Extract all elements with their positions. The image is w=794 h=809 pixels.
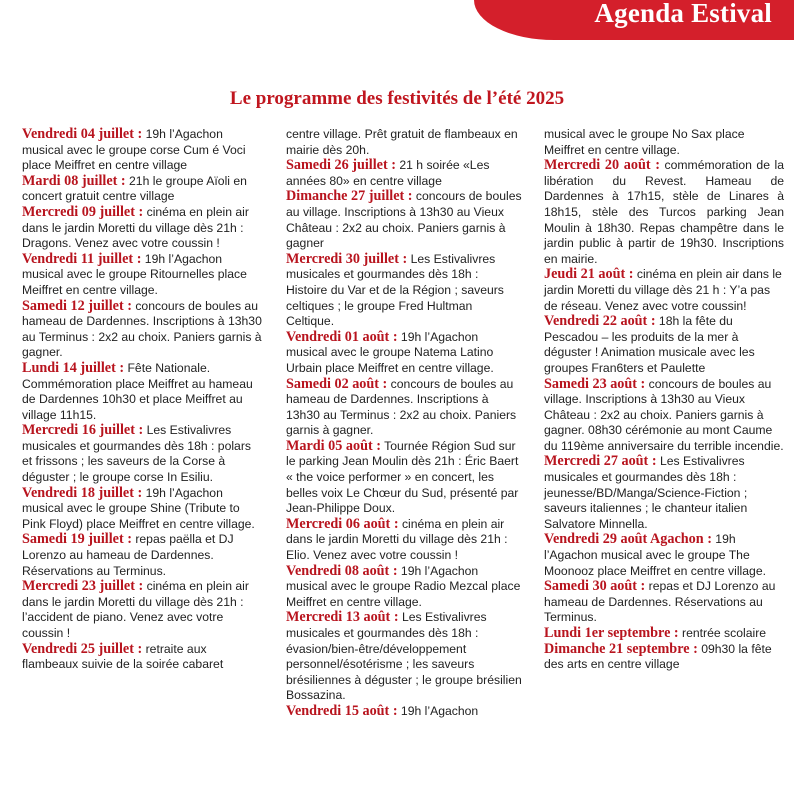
event-description: concours de boules au hameau de Dardennes. Inscriptions à 13h30 au Terminus : 2x2 au choix. Paniers garnis à gagner. bbox=[22, 298, 262, 360]
event-date: Mercredi 20 août : bbox=[544, 157, 660, 174]
agenda-column-2 bbox=[286, 127, 522, 720]
event-date: Mardi 05 août : bbox=[286, 437, 381, 454]
agenda-entry bbox=[544, 158, 784, 267]
agenda-entry bbox=[286, 252, 522, 330]
event-date: Vendredi 18 juillet : bbox=[22, 484, 143, 501]
event-description: Fête Nationale. Commémoration place Meiffret au hameau de Dardennes 10h30 et place Meiffret au village 11h15. bbox=[22, 360, 253, 422]
event-date: Vendredi 15 août : bbox=[286, 702, 398, 719]
agenda-entry bbox=[22, 361, 264, 423]
event-date: Vendredi 04 juillet : bbox=[22, 126, 143, 142]
agenda-entry bbox=[22, 299, 264, 361]
event-date: Dimanche 21 septembre : bbox=[544, 640, 698, 657]
event-description: centre village. Prêt gratuit de flambeaux en mairie dès 20h. bbox=[286, 127, 518, 157]
agenda-entry bbox=[286, 158, 522, 189]
event-description: 19h l’Agachon bbox=[397, 703, 479, 718]
event-date: Vendredi 29 août Agachon : bbox=[544, 531, 712, 548]
event-description: cinéma en plein air dans le jardin Moretti du village dès 21h : Elio. Venez avec votre coussin ! bbox=[286, 516, 508, 563]
agenda-entry bbox=[286, 127, 522, 158]
agenda-entry bbox=[544, 642, 784, 673]
agenda-entry bbox=[286, 704, 522, 720]
agenda-entry bbox=[286, 517, 522, 564]
agenda-entry bbox=[286, 439, 522, 517]
agenda-entry bbox=[286, 377, 522, 439]
event-date: Mercredi 30 juillet : bbox=[286, 250, 408, 267]
event-description: Les Estivalivres musicales et gourmandes dès 18h : évasion/bien-être/développement personnel/ésotérisme ; les saveurs brésiliennes à déguster ; le groupe brésilien Bossazina. bbox=[286, 610, 522, 703]
event-date: Mercredi 06 août : bbox=[286, 515, 399, 532]
event-date: Samedi 23 août : bbox=[544, 375, 646, 392]
event-date: Mercredi 27 août : bbox=[544, 453, 657, 470]
agenda-entry bbox=[22, 486, 264, 533]
event-description: 09h30 la fête des arts en centre village bbox=[544, 641, 772, 672]
event-description: musical avec le groupe No Sax place Meiffret en centre village. bbox=[544, 127, 745, 157]
agenda-entry bbox=[544, 579, 784, 626]
event-date: Vendredi 01 août : bbox=[286, 328, 398, 345]
event-description: 19h l’Agachon musical avec le groupe Shine (Tribute to Pink Floyd) place Meiffret en centre village. bbox=[22, 485, 255, 531]
agenda-columns bbox=[22, 126, 784, 720]
event-description: repas et DJ Lorenzo au hameau de Dardennes. Réservations au Terminus. bbox=[544, 579, 776, 625]
event-description: 19h l’Agachon musical avec le groupe Natema Latino Urbain place Meiffret en centre village. bbox=[286, 329, 494, 375]
agenda-column-1 bbox=[22, 127, 264, 720]
event-date: Vendredi 11 juillet : bbox=[22, 250, 142, 267]
agenda-entry bbox=[286, 564, 522, 611]
event-description: 21 h soirée «Les années 80» en centre village bbox=[286, 158, 490, 188]
event-description: rentrée scolaire bbox=[678, 626, 767, 640]
event-description: concours de boules au hameau de Dardennes. Inscriptions à 13h30 au Terminus : 2x2 au choix. Paniers garnis à gagner. bbox=[286, 376, 517, 438]
event-description: Tournée Région Sud sur le parking Jean Moulin dès 21h : Éric Baert « the voice performer » en concert, les belles voix Le Chœur du Sud, présenté par Jean-Philippe Doux. bbox=[286, 438, 519, 516]
agenda-entry bbox=[22, 127, 264, 174]
event-date: Vendredi 22 août : bbox=[544, 313, 656, 330]
agenda-entry bbox=[544, 454, 784, 532]
event-date: Samedi 26 juillet : bbox=[286, 157, 396, 174]
agenda-entry bbox=[544, 127, 784, 158]
event-date: Lundi 14 juillet : bbox=[22, 359, 125, 376]
event-description: cinéma en plein air dans le jardin Moretti du village dès 21 h : Y’a pas de réseau. Venez avec votre coussin! bbox=[544, 267, 782, 313]
agenda-column-3 bbox=[544, 127, 784, 720]
program-subtitle: Le programme des festivités de l’été 2025 bbox=[229, 88, 565, 109]
event-description: concours de boules au village. Inscriptions à 13h30 au Vieux Château : 2x2 au choix. Paniers garnis à gagner. 08h30 cérémonie au mont Caume du 119ème anniversaire du terrible incendie. bbox=[544, 376, 784, 453]
event-description: 21h le groupe Aïoli en concert gratuit centre village bbox=[22, 173, 247, 204]
event-description: cinéma en plein air dans le jardin Moretti du village dès 21h : l’accident de piano. Venez avec votre coussin ! bbox=[22, 579, 249, 640]
event-date: Samedi 12 juillet : bbox=[22, 297, 132, 314]
agenda-entry bbox=[22, 579, 264, 641]
event-date: Jeudi 21 août : bbox=[544, 266, 634, 283]
event-description: Les Estivalivres musicales et gourmandes dès 18h : polars et frissons ; les saveurs de la Corse à déguster ; le groupe corse In Esiliu. bbox=[22, 423, 251, 485]
agenda-entry bbox=[22, 532, 264, 579]
agenda-entry bbox=[22, 423, 264, 485]
event-date: Dimanche 27 juillet : bbox=[286, 188, 413, 205]
event-date: Samedi 02 août : bbox=[286, 375, 388, 392]
agenda-entry bbox=[544, 267, 784, 314]
event-description: Les Estivalivres musicales et gourmandes dès 18h : jeunesse/BD/Manga/Science-Fiction ; saveurs italiennes ; le chanteur italien Salvatore Minnella. bbox=[544, 454, 748, 531]
event-date: Samedi 30 août : bbox=[544, 578, 646, 595]
event-date: Vendredi 25 juillet : bbox=[22, 640, 143, 657]
event-date: Vendredi 08 août : bbox=[286, 562, 398, 579]
event-description: repas paëlla et DJ Lorenzo au hameau de Dardennes. Réservations au Terminus. bbox=[22, 532, 234, 578]
agenda-entry bbox=[22, 205, 264, 252]
event-description: Les Estivalivres musicales et gourmandes dès 18h : Histoire du Var et de la Région ; saveurs celtiques ; le groupe Fred Hultman Celtique. bbox=[286, 251, 504, 329]
event-description: cinéma en plein air dans le jardin Moretti du village dès 21h : Dragons. Venez avec votre coussin ! bbox=[22, 204, 249, 251]
agenda-entry bbox=[544, 626, 784, 642]
event-date: Lundi 1er septembre : bbox=[544, 625, 679, 641]
agenda-entry bbox=[22, 174, 264, 205]
event-description: concours de boules au village. Inscriptions à 13h30 au Vieux Château : 2x2 au choix. Paniers garnis à gagner bbox=[286, 189, 522, 251]
agenda-entry bbox=[544, 377, 784, 455]
agenda-entry bbox=[286, 189, 522, 251]
event-date: Mercredi 13 août : bbox=[286, 609, 399, 626]
event-description: 19h l’Agachon musical avec le groupe The Moonooz place Meiffret en centre village. bbox=[544, 532, 766, 578]
event-date: Mercredi 23 juillet : bbox=[22, 578, 144, 595]
agenda-entry bbox=[544, 314, 784, 376]
event-date: Mercredi 16 juillet : bbox=[22, 422, 144, 439]
event-description: 19h l’Agachon musical avec le groupe Radio Mezcal place Meiffret en centre village. bbox=[286, 563, 521, 609]
page-title: Agenda Estival bbox=[594, 0, 772, 28]
event-description: 18h la fête du Pescadou – les produits de la mer à déguster ! Animation musicale avec les groupes Fran6ters et Paulette bbox=[544, 314, 755, 375]
event-date: Samedi 19 juillet : bbox=[22, 531, 132, 548]
agenda-entry bbox=[22, 252, 264, 299]
agenda-entry bbox=[286, 610, 522, 704]
event-date: Mardi 08 juillet : bbox=[22, 172, 126, 189]
agenda-entry bbox=[22, 642, 264, 673]
event-date: Mercredi 09 juillet : bbox=[22, 203, 144, 220]
agenda-entry bbox=[286, 330, 522, 377]
event-description: commémoration de la libération du Revest. Hameau de Dardennes à 17h15, stèle de Linares à 18h15, stèle des Turcos parking Jean Moulin à 18h30. Repas champêtre dans le jardin public à partir de 19h30. Inscriptions en mairie. bbox=[544, 158, 784, 266]
event-description: 19h l’Agachon musical avec le groupe Ritournelles place Meiffret en centre village. bbox=[22, 251, 247, 297]
event-description: retraite aux flambeaux suivie de la soirée cabaret bbox=[22, 641, 224, 672]
event-description: 19h l’Agachon musical avec le groupe corse Cum é Voci place Meiffret en centre village bbox=[22, 127, 246, 173]
agenda-entry bbox=[544, 532, 784, 579]
